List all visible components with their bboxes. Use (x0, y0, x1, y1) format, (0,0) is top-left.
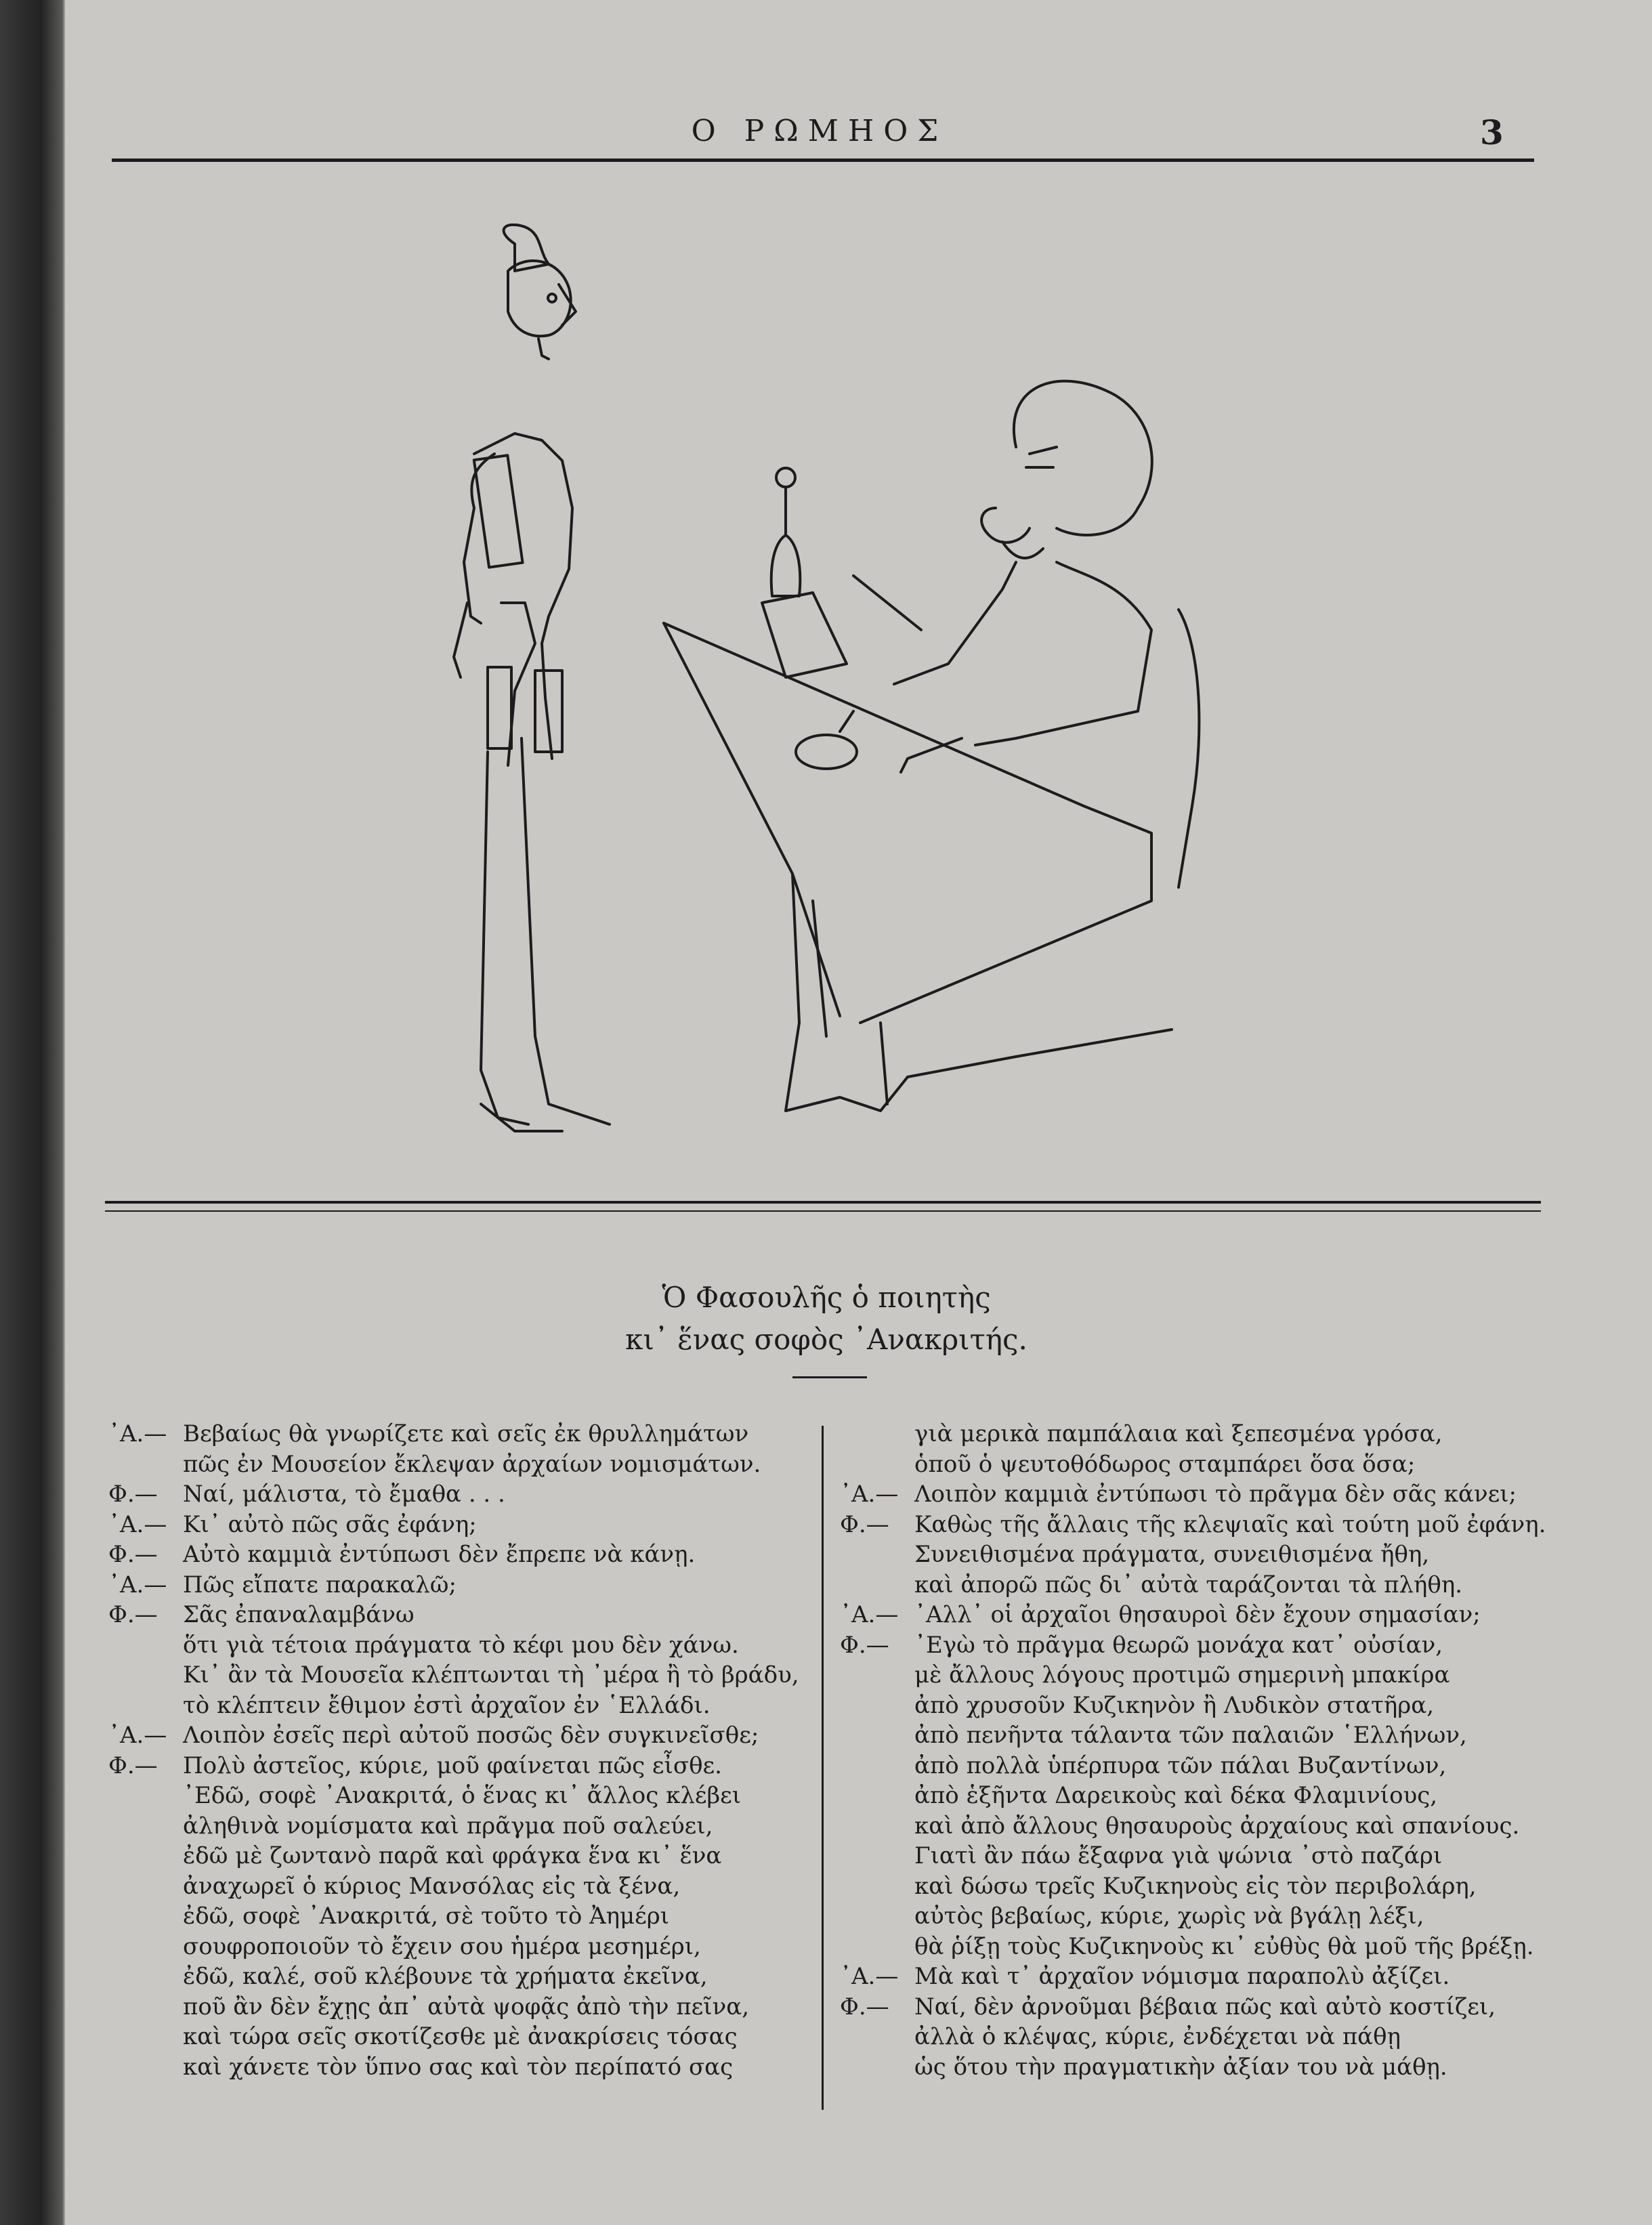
verse-line (840, 1449, 1544, 1480)
poem-title-line-1: Ὁ Φασουλῆς ὁ ποιητὴς (662, 1281, 991, 1314)
speaker-label (840, 1691, 914, 1721)
verse-text: ἀναχωρεῖ ὁ κύριος Μανσόλας εἰς τὰ ξένα, (183, 1872, 681, 1900)
speaker-label (840, 1540, 914, 1570)
speaker-label (108, 1992, 183, 2022)
verse-line (840, 1841, 1544, 1871)
speaker-label: ᾿Α.— (840, 1601, 899, 1628)
speaker-label (108, 1871, 183, 1902)
speaker-label: ᾿Α.— (108, 1510, 167, 1538)
masthead: Ο ΡΩΜΗΟΣ (691, 114, 948, 148)
verse-text: σουφροποιοῦν τὸ ἔχειν σου ἡμέρα μεσημέρι, (183, 1932, 701, 1960)
cartoon-illustration (406, 224, 1273, 1179)
verse-line (840, 1751, 1544, 1781)
verse-text: Συνειθισμένα πράγματα, συνειθισμένα ἤθη, (914, 1541, 1430, 1568)
verse-line (108, 1600, 806, 1630)
verse-line (840, 1660, 1544, 1691)
speaker-label (840, 1449, 914, 1480)
header-rule (112, 158, 1534, 162)
book-spine-shadow (0, 0, 65, 2225)
verse-text: Πῶς εἴπατε παρακαλῶ; (183, 1571, 457, 1598)
verse-text: ἐδῶ, σοφὲ ᾿Ανακριτά, σὲ τοῦτο τὸ Ἀημέρι (183, 1903, 670, 1930)
verse-text: ἀληθινὰ νομίσματα καὶ πρᾶγμα ποῦ σαλεύει, (183, 1812, 713, 1840)
verse-line (840, 1570, 1544, 1601)
speaker-label (840, 1871, 914, 1902)
verse-line (840, 1962, 1544, 1992)
verse-line (840, 2052, 1544, 2083)
verse-line (108, 1871, 806, 1902)
poem-title-line-2: κι᾿ ἕνας σοφὸς ᾿Ανακριτής. (625, 1323, 1028, 1356)
verse-line (840, 1811, 1544, 1842)
verse-line (108, 1449, 806, 1480)
section-rule-thick (105, 1201, 1541, 1204)
column-divider (822, 1426, 824, 2110)
verse-line (840, 1871, 1544, 1902)
speaker-label (840, 1841, 914, 1871)
verse-line (840, 1992, 1544, 2022)
verse-text: τὸ κλέπτειν ἔθιμον ἐστὶ ἀρχαῖον ἐν ῾Ελλάδι. (183, 1691, 711, 1719)
speaker-label (840, 1901, 914, 1932)
verse-text: μὲ ἄλλους λόγους προτιμῶ σημερινὴ μπακίρα (914, 1661, 1450, 1689)
verse-text: πῶς ἐν Μουσείον ἔκλεψαν ἀρχαίων νομισμάτων. (183, 1450, 761, 1478)
verse-line (108, 1932, 806, 1962)
verse-text: ἐδῶ μὲ ζωντανὸ παρᾶ καὶ φράγκα ἕνα κι᾿ ἕνα (183, 1842, 722, 1869)
verse-line (840, 1479, 1544, 1510)
speaker-label: Φ.— (108, 1752, 158, 1779)
poem-left-column (108, 1419, 806, 2082)
speaker-label (108, 2052, 183, 2083)
puppet-figure (454, 225, 610, 1131)
verse-line (840, 1691, 1544, 1721)
poem-right-column (840, 1419, 1544, 2082)
speaker-label (840, 1720, 914, 1751)
verse-line (108, 2052, 806, 2083)
speaker-label (108, 2022, 183, 2052)
verse-line (840, 1720, 1544, 1751)
verse-line (108, 1720, 806, 1751)
desk (664, 468, 1172, 1111)
speaker-label: Φ.— (840, 1631, 889, 1659)
speaker-label (840, 1932, 914, 1962)
verse-line (840, 1540, 1544, 1570)
poem-title (569, 1277, 1084, 1361)
verse-text: ποῦ ἂν δὲν ἔχῃς ἀπ᾿ αὐτὰ ψοφᾷς ἀπὸ τὴν πεῖνα, (183, 1993, 750, 2020)
verse-line (108, 1811, 806, 1842)
verse-text: Λοιπὸν καμμιὰ ἐντύπωσι τὸ πρᾶγμα δὲν σᾶς κάνει; (914, 1481, 1517, 1508)
speaker-label: Φ.— (108, 1541, 158, 1568)
verse-line (108, 2022, 806, 2052)
verse-line (840, 1600, 1544, 1630)
verse-line (108, 1630, 806, 1661)
verse-text: ὡς ὅτου τὴν πραγματικὴν ἀξίαν του νὰ μάθῃ. (914, 2053, 1447, 2081)
verse-text: Ναί, μάλιστα, τὸ ἔμαθα . . . (183, 1481, 505, 1508)
speaker-label (840, 1570, 914, 1601)
verse-text: ἀπὸ ἑξῆντα Δαρεικοὺς καὶ δέκα Φλαμινίους, (914, 1782, 1438, 1809)
verse-text: ἀπὸ πολλὰ ὑπέρπυρα τῶν πάλαι Βυζαντίνων, (914, 1752, 1447, 1779)
verse-text: ᾿Εδῶ, σοφὲ ᾿Ανακριτά, ὁ ἕνας κι᾿ ἄλλος κλέβει (183, 1782, 742, 1809)
verse-text: ᾿Εγὼ τὸ πρᾶγμα θεωρῶ μονάχα κατ᾿ οὐσίαν, (914, 1631, 1443, 1659)
verse-line (108, 1570, 806, 1601)
verse-text: ὁποῦ ὁ ψευτοθόδωρος σταμπάρει ὅσα ὅσα; (914, 1450, 1416, 1478)
verse-text: Βεβαίως θὰ γνωρίζετε καὶ σεῖς ἐκ θρυλλημάτων (183, 1420, 749, 1447)
verse-line (840, 1419, 1544, 1449)
title-rule (792, 1376, 867, 1378)
verse-line (108, 1901, 806, 1932)
verse-line (108, 1660, 806, 1691)
speaker-label (840, 1751, 914, 1781)
verse-line (840, 2022, 1544, 2052)
magistrate-figure (894, 381, 1199, 887)
verse-text: ἀλλὰ ὁ κλέψας, κύριε, ἐνδέχεται νὰ πάθῃ (914, 2023, 1401, 2050)
speaker-label (108, 1449, 183, 1480)
verse-text: γιὰ μερικὰ παμπάλαια καὶ ξεπεσμένα γρόσα, (914, 1420, 1443, 1447)
speaker-label (108, 1811, 183, 1842)
speaker-label (108, 1901, 183, 1932)
verse-text: Λοιπὸν ἐσεῖς περὶ αὐτοῦ ποσῶς δὲν συγκινεῖσθε; (183, 1722, 759, 1749)
verse-text: ἐδῶ, καλέ, σοῦ κλέβουνε τὰ χρήματα ἐκεῖνα, (183, 1963, 708, 1990)
speaker-label: Φ.— (108, 1601, 158, 1628)
verse-text: Ναί, δὲν ἀρνοῦμαι βέβαια πῶς καὶ αὐτὸ κοστίζει, (914, 1993, 1496, 2020)
speaker-label: ᾿Α.— (108, 1722, 167, 1749)
speaker-label: ᾿Α.— (840, 1481, 899, 1508)
speaker-label: ᾿Α.— (108, 1420, 167, 1447)
verse-text: Καθὼς τῆς ἄλλαις τῆς κλεψιαῖς καὶ τούτη μοῦ ἐφάνη. (914, 1510, 1546, 1538)
verse-line (108, 1479, 806, 1510)
verse-line (108, 1419, 806, 1449)
verse-line (108, 1781, 806, 1811)
verse-text: αὐτὸς βεβαίως, κύριε, χωρὶς νὰ βγάλῃ λέξι, (914, 1903, 1424, 1930)
speaker-label: ᾿Α.— (840, 1963, 899, 1990)
verse-text: ἀπὸ πενῆντα τάλαντα τῶν παλαιῶν ῾Ελλήνων, (914, 1722, 1467, 1749)
speaker-label (840, 1660, 914, 1691)
verse-text: θὰ ῥίξῃ τοὺς Κυζικηνοὺς κι᾿ εὐθὺς θὰ μοῦ τῆς βρέξῃ. (914, 1932, 1534, 1960)
verse-line (108, 1841, 806, 1871)
speaker-label (840, 1419, 914, 1449)
speaker-label: Φ.— (840, 1993, 889, 2020)
speaker-label (108, 1660, 183, 1691)
speaker-label (108, 1781, 183, 1811)
speaker-label: ᾿Α.— (108, 1571, 167, 1598)
verse-line (840, 1932, 1544, 1962)
page-number: 3 (1480, 112, 1504, 152)
verse-text: Κι᾿ ἂν τὰ Μουσεῖα κλέπτωνται τὴ ᾿μέρα ἢ τὸ βράδυ, (183, 1661, 799, 1689)
verse-line (108, 1992, 806, 2022)
speaker-label (108, 1841, 183, 1871)
verse-line (108, 1540, 806, 1570)
verse-line (108, 1962, 806, 1992)
speaker-label (840, 2022, 914, 2052)
verse-text: Γιατὶ ἂν πάω ἔξαφνα γιὰ ψώνια ᾿στὸ παζάρι (914, 1842, 1443, 1869)
section-rule-thin (105, 1210, 1541, 1212)
speaker-label: Φ.— (840, 1510, 889, 1538)
speaker-label (108, 1691, 183, 1721)
verse-text: καὶ δώσω τρεῖς Κυζικηνοὺς εἰς τὸν περιβολάρη, (914, 1872, 1477, 1900)
verse-text: Αὐτὸ καμμιὰ ἐντύπωσι δὲν ἔπρεπε νὰ κάνῃ. (183, 1541, 696, 1568)
verse-text: ἀπὸ χρυσοῦν Κυζικηνὸν ἢ Λυδικὸν στατῆρα, (914, 1691, 1435, 1719)
verse-text: ᾿Αλλ᾿ οἱ ἀρχαῖοι θησαυροὶ δὲν ἔχουν σημασίαν; (914, 1601, 1481, 1628)
verse-text: Κι᾿ αὐτὸ πῶς σᾶς ἐφάνη; (183, 1510, 477, 1538)
speaker-label: Φ.— (108, 1481, 158, 1508)
verse-text: καὶ ἀπὸ ἄλλους θησαυροὺς ἀρχαίους καὶ σπανίους. (914, 1812, 1520, 1840)
verse-text: καὶ ἀπορῶ πῶς δι᾿ αὐτὰ ταράζονται τὰ πλήθη. (914, 1571, 1463, 1598)
verse-text: Πολὺ ἀστεῖος, κύριε, μοῦ φαίνεται πῶς εἶσθε. (183, 1752, 722, 1779)
speaker-label (840, 1781, 914, 1811)
verse-line (108, 1510, 806, 1540)
verse-line (840, 1901, 1544, 1932)
verse-text: καὶ τώρα σεῖς σκοτίζεσθε μὲ ἀνακρίσεις τόσας (183, 2023, 738, 2050)
speaker-label (108, 1932, 183, 1962)
speaker-label (108, 1962, 183, 1992)
verse-text: Μὰ καὶ τ᾿ ἀρχαῖον νόμισμα παραπολὺ ἀξίζει. (914, 1963, 1450, 1990)
verse-line (840, 1781, 1544, 1811)
speaker-label (108, 1630, 183, 1661)
verse-line (108, 1691, 806, 1721)
verse-line (840, 1630, 1544, 1661)
verse-text: Σᾶς ἐπαναλαμβάνω (183, 1601, 415, 1628)
verse-text: ὅτι γιὰ τέτοια πράγματα τὸ κέφι μου δὲν χάνω. (183, 1631, 739, 1659)
speaker-label (840, 2052, 914, 2083)
verse-line (108, 1751, 806, 1781)
verse-line (840, 1510, 1544, 1540)
verse-text: καὶ χάνετε τὸν ὕπνο σας καὶ τὸν περίπατό σας (183, 2053, 734, 2081)
speaker-label (840, 1811, 914, 1842)
